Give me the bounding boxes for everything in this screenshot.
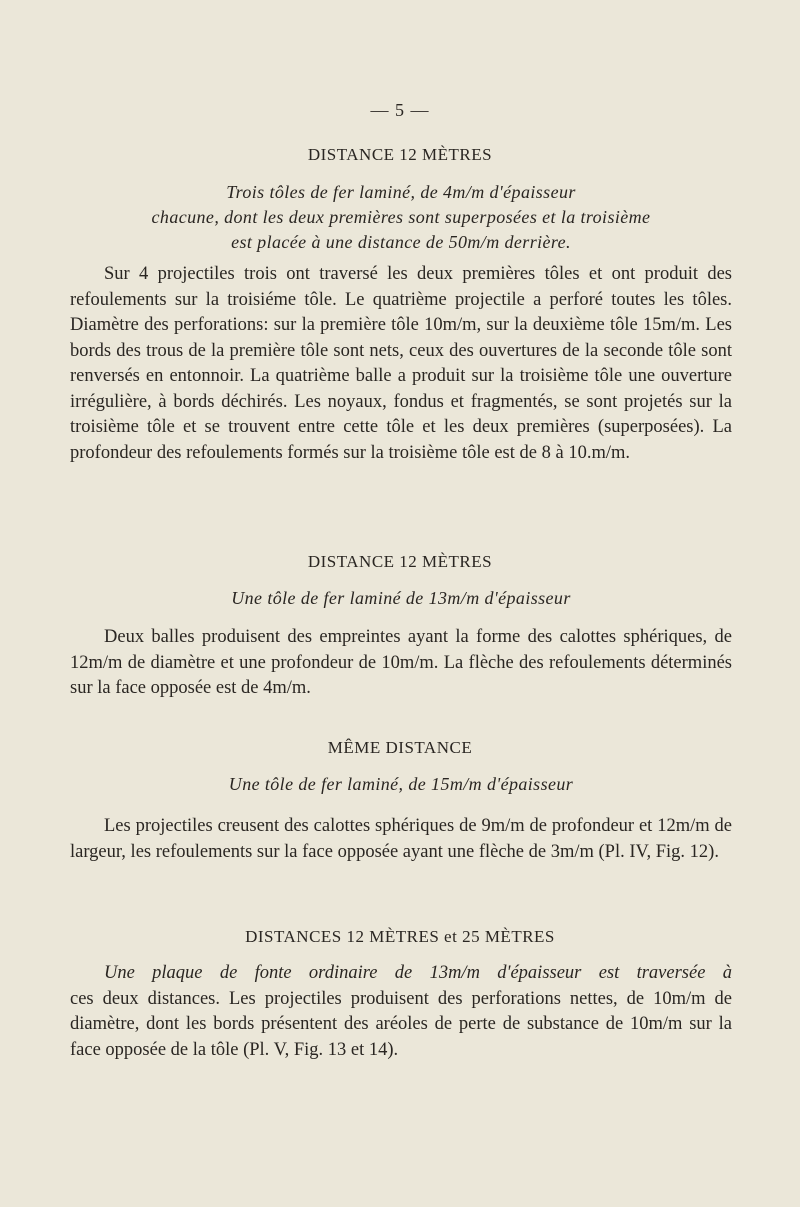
section-heading-4: DISTANCES 12 MÈTRES et 25 MÈTRES bbox=[245, 927, 555, 946]
section-body-3: Les projectiles creusent des calottes sphériques de 9m/m de profondeur et 12m/m de largeur, les refoulements sur la face opposée ayant une flèche de 3m/m (Pl. IV, Fig. 12). bbox=[70, 816, 732, 862]
subhead-line: Une tôle de fer laminé de 13m/m d'épaisseur bbox=[231, 588, 571, 608]
subhead-line: Une tôle de fer laminé, de 15m/m d'épaisseur bbox=[228, 774, 574, 794]
section-body-text: ces deux distances. Les projectiles produisent des perforations nettes, de 10m/m de diamètre, dont les bords présentent des aréoles de perte de substance de 10m/m sur la face opposée de la tôle (Pl. V, Fig. 13 et 14). bbox=[70, 988, 732, 1060]
section-heading-1: DISTANCE 12 MÈTRES bbox=[307, 145, 493, 164]
section-body-4 bbox=[70, 961, 732, 1063]
subhead-line: Trois tôles de fer laminé, de 4m/m d'épaisseur bbox=[226, 182, 576, 202]
section-heading-3: MÊME DISTANCE bbox=[327, 738, 473, 757]
section-subhead-1 bbox=[70, 180, 732, 255]
section-body-1: Sur 4 projectiles trois ont traversé les deux premières tôles et ont produit des refoulements sur la troisiéme tôle. Le quatrième projectile a perforé toutes les tôles. Diamètre des perforations: sur la première tôle 10m/m, sur la deuxième tôle 15m/m. Les bords des trous de la première tôle sont nets, ceux des ouvertures de la seconde tôle sont renversés en entonnoir. La quatrième balle a produit sur la troisième tôle une ouverture irrégulière, à bords déchirés. Les noyaux, fondus et fragmentés, se sont projetés sur la troisième tôle et se trouvent entre cette tôle et les deux premières (superposées). La profondeur des refoulements formés sur la troisième tôle est de 8 à 10.m/m. bbox=[70, 264, 732, 463]
section-subhead-2 bbox=[70, 586, 732, 611]
section-body-2: Deux balles produisent des empreintes ayant la forme des calottes sphériques, de 12m/m de diamètre et une profondeur de 10m/m. La flèche des refoulements déterminés sur la face opposée est de 4m/m. bbox=[70, 627, 732, 698]
section-lead-italic: Une plaque de fonte ordinaire de 13m/m d'épaisseur est traversée à bbox=[104, 963, 732, 983]
subhead-line: est placée à une distance de 50m/m derrière. bbox=[231, 232, 571, 252]
section-subhead-3 bbox=[70, 772, 732, 797]
subhead-line: chacune, dont les deux premières sont superposées et la troisième bbox=[151, 207, 651, 227]
page-number: — 5 — bbox=[370, 100, 430, 120]
section-heading-2: DISTANCE 12 MÈTRES bbox=[307, 552, 493, 571]
